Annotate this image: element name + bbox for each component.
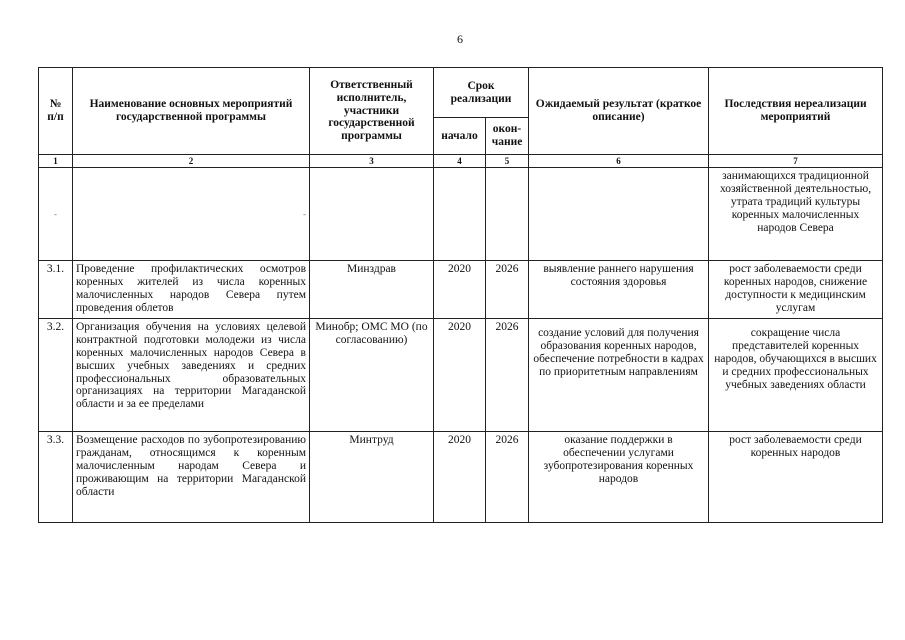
row-consequence: сокращение числа представителей коренных народов, обучающихся в высших и средних профессиональных учебных заведениях области bbox=[709, 319, 883, 432]
row-activity-name: Возмещение расходов по зубопротезированию гражданам, относящимся к коренным малочисленным народам Севера и проживающим на территории Магаданской области bbox=[73, 432, 310, 523]
header-expected-result: Ожидаемый результат (краткое описание) bbox=[529, 68, 709, 155]
header-row bbox=[39, 68, 883, 118]
row-executor: Минобр; ОМС МО (по согласованию) bbox=[310, 319, 434, 432]
row-end-year: 2026 bbox=[486, 319, 529, 432]
continuation-name: - bbox=[73, 168, 310, 261]
row-consequence: рост заболеваемости среди коренных народов, снижение доступности к медицинским услугам bbox=[709, 261, 883, 319]
column-number: 3 bbox=[310, 155, 434, 168]
table-row bbox=[39, 261, 883, 319]
column-number: 6 bbox=[529, 155, 709, 168]
row-end-year: 2026 bbox=[486, 261, 529, 319]
row-start-year: 2020 bbox=[434, 319, 486, 432]
continuation-end bbox=[486, 168, 529, 261]
continuation-consequence: занимающихся традиционной хозяйственной деятельностью, утрата традиций культуры коренных малочисленных народов Севера bbox=[709, 168, 883, 261]
table-row bbox=[39, 432, 883, 523]
header-executor: Ответственный исполнитель, участники государственной программы bbox=[310, 68, 434, 155]
continuation-result bbox=[529, 168, 709, 261]
row-expected-result: создание условий для получения образования коренных народов, обеспечение потребности в кадрах по приоритетным направлениям bbox=[529, 319, 709, 432]
header-number: № п/п bbox=[39, 68, 73, 155]
row-expected-result: оказание поддержки в обеспечении услугами зубопротезирования коренных народов bbox=[529, 432, 709, 523]
column-number: 7 bbox=[709, 155, 883, 168]
row-end-year: 2026 bbox=[486, 432, 529, 523]
header-end: окон- чание bbox=[486, 118, 529, 155]
row-number: 3.3. bbox=[39, 432, 73, 523]
row-number: 3.1. bbox=[39, 261, 73, 319]
table-row bbox=[39, 319, 883, 432]
page-number: 6 bbox=[457, 32, 463, 46]
row-number: 3.2. bbox=[39, 319, 73, 432]
continuation-number: - bbox=[39, 168, 73, 261]
row-expected-result: выявление раннего нарушения состояния здоровья bbox=[529, 261, 709, 319]
row-start-year: 2020 bbox=[434, 432, 486, 523]
row-executor: Минздрав bbox=[310, 261, 434, 319]
column-number-row bbox=[39, 155, 883, 168]
row-start-year: 2020 bbox=[434, 261, 486, 319]
column-number: 4 bbox=[434, 155, 486, 168]
header-start: начало bbox=[434, 118, 486, 155]
header-activity-name: Наименование основных мероприятий государственной программы bbox=[73, 68, 310, 155]
continuation-executor bbox=[310, 168, 434, 261]
header-consequences: Последствия нереализации мероприятий bbox=[709, 68, 883, 155]
column-number: 2 bbox=[73, 155, 310, 168]
row-activity-name: Проведение профилактических осмотров коренных жителей из числа коренных малочисленных народов Севера путем проведения облетов bbox=[73, 261, 310, 319]
column-number: 1 bbox=[39, 155, 73, 168]
header-period: Срок реализации bbox=[434, 68, 529, 118]
table-row-continuation bbox=[39, 168, 883, 261]
program-activities-table bbox=[38, 67, 883, 523]
continuation-start bbox=[434, 168, 486, 261]
row-activity-name: Организация обучения на условиях целевой контрактной подготовки молодежи из числа коренных малочисленных народов Севера в высших учебных заведениях и средних профессиональных образовательных организациях на территории Магаданской области и за ее пределами bbox=[73, 319, 310, 432]
row-consequence: рост заболеваемости среди коренных народов bbox=[709, 432, 883, 523]
column-number: 5 bbox=[486, 155, 529, 168]
row-executor: Минтруд bbox=[310, 432, 434, 523]
